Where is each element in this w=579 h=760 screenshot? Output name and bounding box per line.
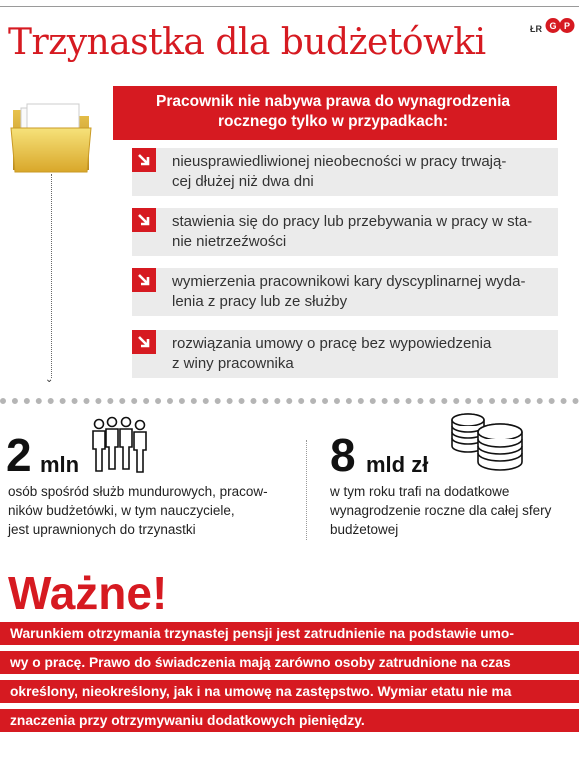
people-icon — [90, 416, 150, 478]
important-heading: Ważne! — [8, 567, 168, 619]
arrow-box-icon — [132, 330, 156, 354]
stat-number: 2 — [6, 429, 32, 481]
rule-item-line: stawienia się do pracy lub przebywania w pracy w sta- — [172, 213, 533, 230]
rule-item-line: nie nietrzeźwości — [172, 233, 287, 250]
important-text-line: określony, nieokreślony, jak i na umowę na zastępstwo. Wymiar etatu nie ma — [10, 684, 512, 699]
page-title: Trzynastka dla budżetówki — [8, 22, 486, 63]
rule-item — [132, 330, 558, 378]
stat-description-line: budżetowej — [330, 522, 399, 537]
stat-description — [8, 482, 268, 539]
rule-item — [132, 208, 558, 256]
rules-heading-line: Pracownik nie nabywa prawa do wynagrodzenia — [155, 93, 510, 110]
stat-description — [330, 482, 551, 539]
rule-item-line: z winy pracownika — [172, 355, 294, 372]
arrow-box-icon — [132, 268, 156, 292]
coins-icon — [448, 408, 528, 476]
rule-item — [132, 148, 558, 196]
rules-heading-box — [113, 86, 557, 140]
stat-number: 8 — [330, 429, 356, 481]
stat-description-line: ników budżetówki, w tym nauczyciele, — [8, 503, 235, 518]
section-divider — [0, 398, 579, 404]
top-rule — [0, 6, 579, 7]
important-text-line: Warunkiem otrzymania trzynastej pensji jest zatrudnienie na podstawie umo- — [10, 626, 514, 641]
rule-item — [132, 268, 558, 316]
important-text-line: wy o pracę. Prawo do świadczenia mają zarówno osoby zatrudnione na czas — [10, 655, 511, 670]
rule-item-line: wymierzenia pracownikowi kary dyscyplinarnej wyda- — [172, 273, 526, 290]
rule-item-line: cej dłużej niż dwa dni — [172, 173, 314, 190]
rule-item-line: lenia z pracy lub ze służby — [172, 293, 348, 310]
arrow-box-icon — [132, 148, 156, 172]
rule-item-line: nieusprawiedliwionej nieobecności w pracy trwają- — [172, 153, 507, 170]
stat-description-line: osób spośród służb mundurowych, pracow- — [8, 484, 268, 499]
dotted-connector — [51, 174, 52, 378]
stat-unit: mld zł — [366, 452, 429, 477]
stat-description-line: wynagrodzenie roczne dla całej sfery — [330, 503, 552, 518]
rule-item-line: rozwiązania umowy o pracę bez wypowiedzenia — [172, 335, 492, 352]
arrow-box-icon — [132, 208, 156, 232]
svg-text:P: P — [563, 21, 571, 31]
stat-description-line: w tym roku trafi na dodatkowe — [330, 484, 510, 499]
chevron-down-icon: ⌄ — [45, 374, 54, 385]
important-text-line: znaczenia przy otrzymywaniu dodatkowych pieniędzy. — [10, 713, 365, 728]
stat-description-line: jest uprawnionych do trzynastki — [8, 522, 196, 537]
gp-logo-icon — [545, 17, 575, 34]
stat-divider — [306, 440, 307, 540]
rules-heading-line: rocznego tylko w przypadkach: — [218, 113, 448, 130]
folder-icon — [9, 100, 93, 176]
author-initials: ŁR — [530, 24, 542, 34]
stat-unit: mln — [40, 452, 80, 477]
svg-text:G: G — [549, 21, 557, 31]
